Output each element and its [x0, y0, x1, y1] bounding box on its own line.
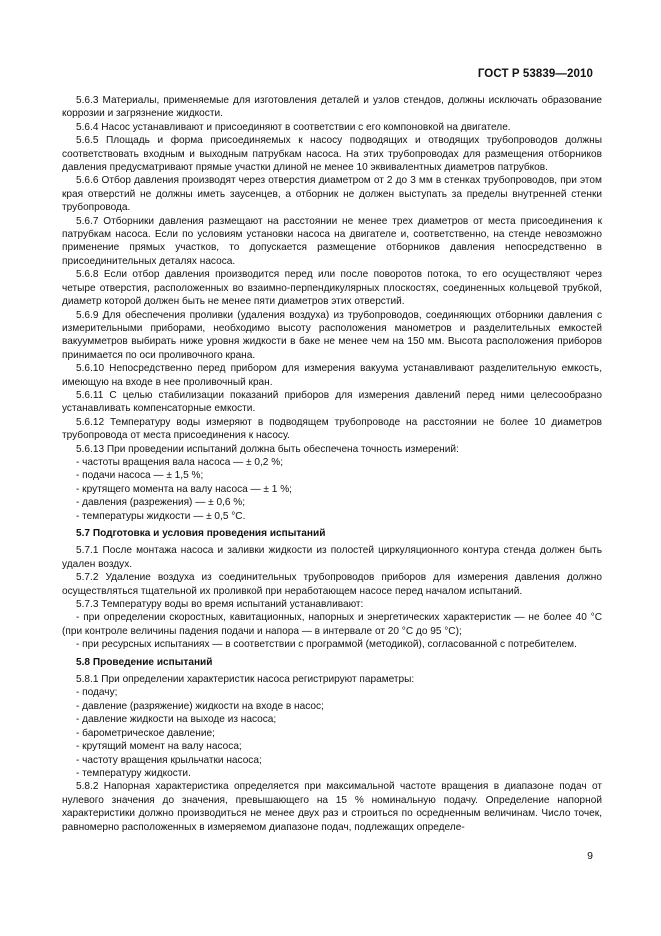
list-item: - крутящий момент на валу насоса; [76, 741, 242, 753]
document-body [62, 94, 602, 834]
paragraph-5-7-2: 5.7.2 Удаление воздуха из соединительных трубопроводов приборов для измерения давления должно осуществляться тщательной их проливкой при неработающем насосе перед началом испытаний. [62, 572, 602, 597]
paragraph-5-6-6: 5.6.6 Отбор давления производят через отверстия диаметром от 2 до 3 мм в стенках трубопроводов, при этом края отверстий не должны иметь заусенцев, а отборник не должен выступать за пределы внутренней стенки трубопровода. [62, 175, 602, 214]
list-item: - барометрическое давление; [76, 727, 215, 739]
page-number: 9 [587, 850, 593, 862]
list-item: - давление жидкости на выходе из насоса; [76, 714, 277, 726]
list-item: - подачу; [76, 687, 118, 699]
paragraph-5-6-7: 5.6.7 Отборники давления размещают на расстоянии не менее трех диаметров от места присоединения к патрубкам насоса. Если по условиям установки насоса на двигателе и, соответственно, на стенде невозможно применение прямых участков, то допускается размещение отборников давления непосредственно в присоединительных деталях насоса. [62, 215, 602, 267]
paragraph-5-7-1: 5.7.1 После монтажа насоса и заливки жидкости из полостей циркуляционного контура стенда должен быть удален воздух. [62, 545, 602, 570]
paragraph-5-8-1: 5.8.1 При определении характеристик насоса регистрируют параметры: [76, 674, 415, 686]
list-item: - частоты вращения вала насоса — ± 0,2 %; [76, 456, 284, 468]
list-item: - крутящего момента на валу насоса — ± 1 %; [76, 483, 292, 495]
paragraph-5-6-8: 5.6.8 Если отбор давления производится перед или после поворотов потока, то его осуществляют через четыре отверстия, расположенных во взаимно-перпендикулярных плоскостях, соединенных кольцевой трубкой, диаметр которой должен быть не менее пяти диаметров этих отверстий. [62, 269, 602, 308]
list-item: - давление (разряжение) жидкости на входе в насос; [76, 700, 324, 712]
paragraph-5-6-11: 5.6.11 С целью стабилизации показаний приборов для измерения давлений перед ними целесообразно устанавливать компенсаторные емкости. [62, 389, 602, 415]
paragraph-5-6-9: 5.6.9 Для обеспечения проливки (удаления воздуха) из трубопроводов, соединяющих отборники давления с измерительными приборами, необходимо высоту расположения манометров и разделительных емкостей вакуумметров выбирать ниже уровня жидкости в баке не менее чем на 150 мм. Высота расположения приборов принимается по оси проливочного крана. [62, 309, 602, 361]
paragraph-5-6-10: 5.6.10 Непосредственно перед прибором для измерения вакуума устанавливают разделительную емкость, имеющую на входе в нее проливочный кран. [62, 363, 602, 388]
list-item: - при ресурсных испытаниях — в соответствии с программой (методикой), согласованной с потребителем. [76, 639, 577, 651]
paragraph-5-6-13: 5.6.13 При проведении испытаний должна быть обеспечена точность измерений: [76, 443, 459, 455]
paragraph-5-6-12: 5.6.12 Температуру воды измеряют в подводящем трубопроводе на расстоянии не более 10 диаметров трубопровода от места присоединения к насосу. [62, 416, 602, 442]
list-item: - температуры жидкости — ± 0,5 °С. [76, 510, 246, 522]
list-item: - подачи насоса — ± 1,5 %; [76, 470, 204, 482]
paragraph-5-8-2: 5.8.2 Напорная характеристика определяется при максимальной частоте вращения в диапазоне подач от нулевого значения до значения, превышающего на 15 % номинальную подачу. Определение напорной характеристики должно производиться не менее двух раз и строиться по осредненным величинам. Число точек, равномерно расположенных в измеряемом диапазоне подач, подлежащих определе- [62, 781, 602, 833]
section-heading-5-7: 5.7 Подготовка и условия проведения испытаний [76, 528, 326, 539]
paragraph-5-6-4: 5.6.4 Насос устанавливают и присоединяют в соответствии с его компоновкой на двигателе. [76, 121, 511, 133]
paragraph-5-6-5: 5.6.5 Площадь и форма присоединяемых к насосу подводящих и отводящих трубопроводов должны соответствовать входным и выходным патрубкам насоса. На этих трубопроводах для размещения отборников давления предусматривают прямые участки длиной не менее 10 эквивалентных диаметров патрубков. [62, 135, 602, 174]
paragraph-5-7-3: 5.7.3 Температуру воды во время испытаний устанавливают: [76, 599, 364, 611]
list-item: - частоту вращения крыльчатки насоса; [76, 754, 262, 766]
section-heading-5-8: 5.8 Проведение испытаний [76, 656, 213, 668]
paragraph-5-6-3: 5.6.3 Материалы, применяемые для изготовления деталей и узлов стендов, должны исключать образование коррозии и загрязнение жидкости. [62, 95, 602, 120]
document-header: ГОСТ Р 53839—2010 [477, 68, 593, 80]
list-item: - температуру жидкости. [76, 767, 191, 779]
list-item: - при определении скоростных, кавитационных, напорных и энергетических характеристик — не более 40 °С (при контроле величины падения подачи и напора — в интервале от 20 °С до 95 °С); [62, 612, 602, 637]
list-item: - давления (разрежения) — ± 0,6 %; [76, 497, 246, 509]
